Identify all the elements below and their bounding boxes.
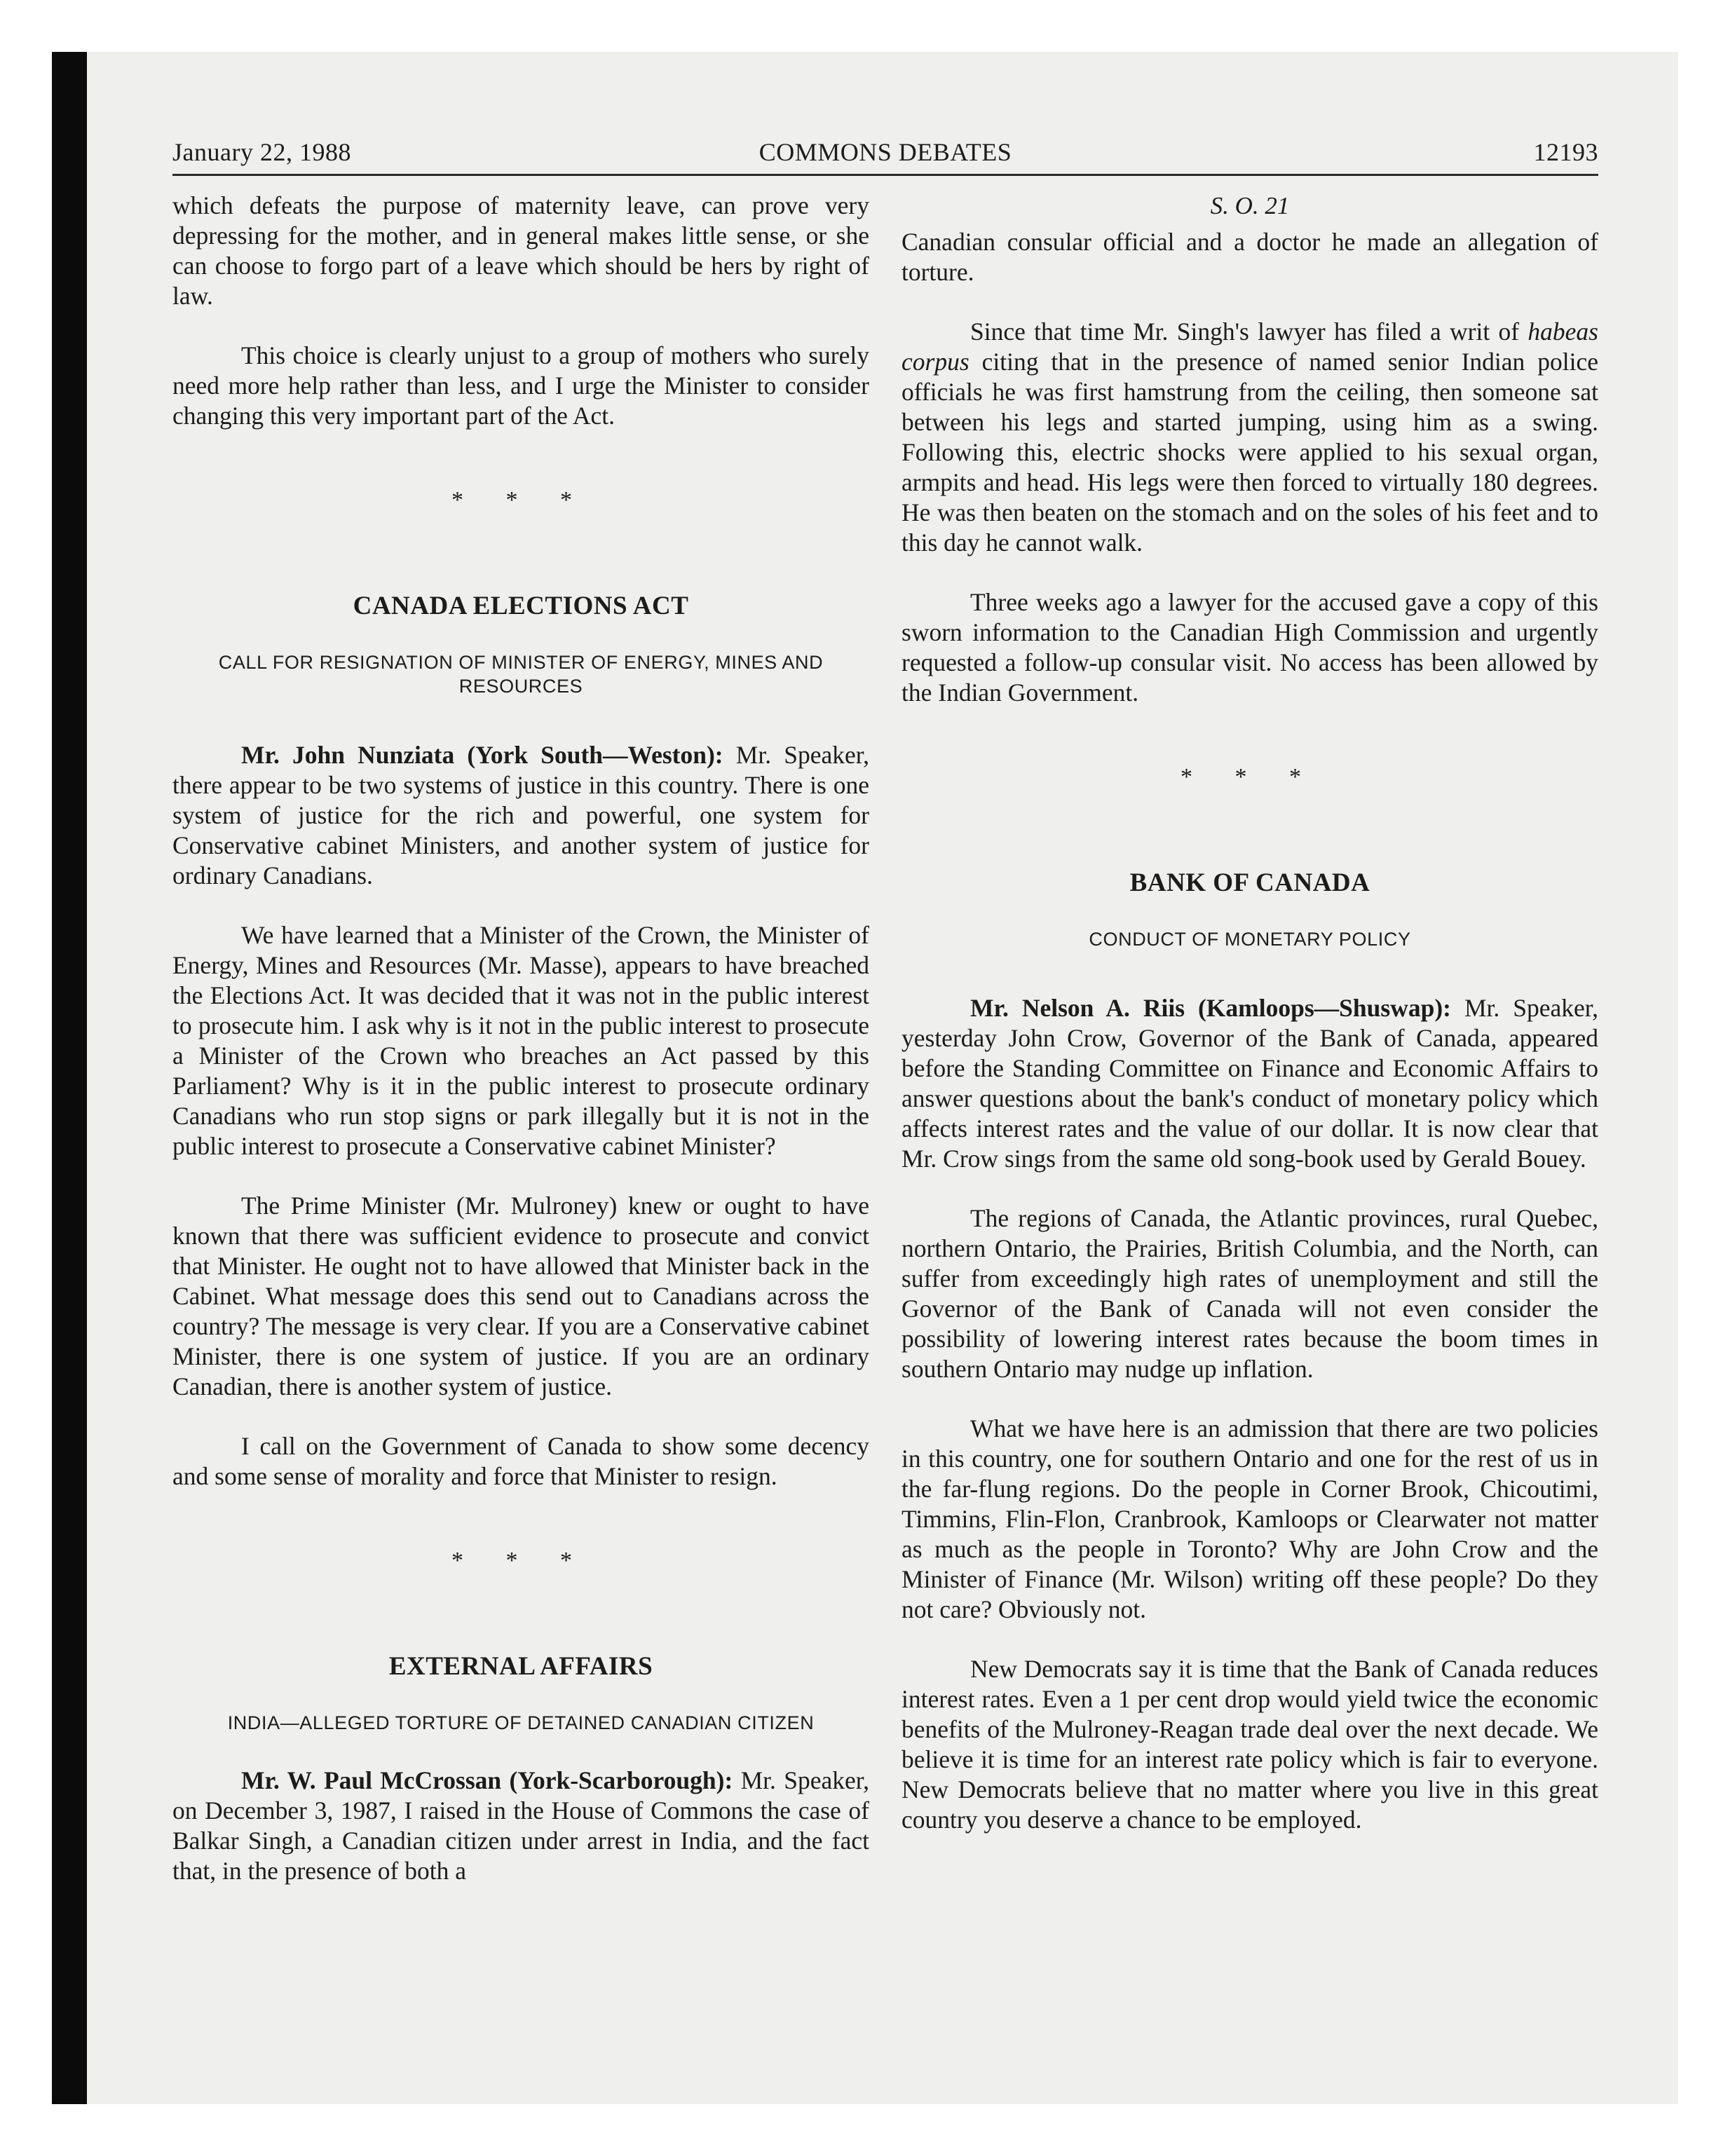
paragraph: The regions of Canada, the Atlantic provinces, rural Quebec, northern Ontario, the Prairies, British Columbia, and the North, can suffer from exceedingly high rates of unemployment and still the Governor of the Bank of Canada will not even consider the possibility of lowering interest rates because the boom times in southern Ontario may nudge up inflation. xyxy=(901,1204,1598,1383)
speech-paragraph xyxy=(901,993,1598,1174)
paragraph xyxy=(901,317,1598,558)
section-subtitle: CALL FOR RESIGNATION OF MINISTER OF ENERGY, MINES AND RESOURCES xyxy=(218,652,824,697)
paragraph: Three weeks ago a lawyer for the accused gave a copy of this sworn information to the Canadian High Commission and urgently requested a follow-up consular visit. No access has been allowed by the Indian Government. xyxy=(901,588,1598,707)
section-subtitle: INDIA—ALLEGED TORTURE OF DETAINED CANADIAN CITIZEN xyxy=(227,1712,815,1733)
section-title: BANK OF CANADA xyxy=(1129,868,1370,897)
paragraph: Canadian consular official and a doctor he made an allegation of torture. xyxy=(901,228,1598,286)
speech-paragraph xyxy=(172,740,869,891)
paragraph-text: Since that time Mr. Singh's lawyer has filed a writ of xyxy=(970,318,1528,346)
speech-text: Mr. Speaker, yesterday John Crow, Governor of the Bank of Canada, appeared before the Standing Committee on Finance and Economic Affairs to answer questions about the bank's conduct of monetary policy which affects interest rates and the value of our dollar. It is now clear that Mr. Crow sings from the same old song-book used by Gerald Bouey. xyxy=(901,994,1598,1173)
section-title: CANADA ELECTIONS ACT xyxy=(353,592,689,620)
section-subtitle: CONDUCT OF MONETARY POLICY xyxy=(1089,929,1411,950)
section-separator: * * * xyxy=(451,1548,590,1574)
section-title: EXTERNAL AFFAIRS xyxy=(388,1652,653,1681)
speaker-name: Mr. Nelson A. Riis (Kamloops—Shuswap): xyxy=(970,994,1451,1022)
binding-edge-shadow xyxy=(52,52,87,2104)
speech-text: Mr. Speaker, on December 3, 1987, I raised in the House of Commons the case of Balkar Singh, a Canadian citizen under arrest in India, and the fact that, in the presence of both a xyxy=(172,1766,869,1885)
speech-text: Mr. Speaker, there appear to be two systems of justice in this country. There is one system of justice for the rich and powerful, one system for Conservative cabinet Ministers, and another system of justice for ordinary Canadians. xyxy=(172,741,869,889)
paragraph: What we have here is an admission that there are two policies in this country, one for southern Ontario and one for the rest of us in the far-flung regions. Do the people in Corner Brook, Chicoutimi, Timmins, Flin-Flon, Cranbrook, Kamloops or Clearwater not matter as much as the people in Toronto? Why are John Crow and the Minister of Finance (Mr. Wilson) writing off these people? Do they not care? Obviously not. xyxy=(901,1414,1598,1623)
standing-order-marker: S. O. 21 xyxy=(1210,192,1290,219)
left-column xyxy=(172,191,869,1916)
speaker-name: Mr. W. Paul McCrossan (York-Scarborough): xyxy=(241,1766,733,1794)
paragraph: The Prime Minister (Mr. Mulroney) knew or ought to have known that there was sufficient evidence to prosecute and convict that Minister. He ought not to have allowed that Minister back in the Cabinet. What message does this send out to Canadians across the country? The message is very clear. If you are a Conservative cabinet Minister, there is one system of justice. If you are an ordinary Canadian, there is another system of justice. xyxy=(172,1192,869,1400)
section-separator: * * * xyxy=(451,487,590,513)
section-separator: * * * xyxy=(1181,764,1319,790)
paragraph: We have learned that a Minister of the Crown, the Minister of Energy, Mines and Resources (Mr. Masse), appears to have breached the Elections Act. It was decided that it was not in the public interest to prosecute him. I ask why is it not in the public interest to prosecute a Minister of the Crown who breaches an Act passed by this Parliament? Why is it in the public interest to prosecute ordinary Canadians who run stop signs or park illegally but it is not in the public interest to prosecute a Conservative cabinet Minister? xyxy=(172,921,869,1160)
speech-paragraph xyxy=(172,1766,869,1886)
italic-term: habeas corpus xyxy=(901,318,1598,376)
paragraph: New Democrats say it is time that the Bank of Canada reduces interest rates. Even a 1 per cent drop would yield twice the economic benefits of the Mulroney-Reagan trade deal over the next decade. We believe it is time for an interest rate policy which is fair to everyone. New Democrats believe that no matter where you live in this great country you deserve a chance to be employed. xyxy=(901,1655,1598,1834)
paragraph: I call on the Government of Canada to show some decency and some sense of morality and force that Minister to resign. xyxy=(172,1432,869,1490)
paragraph: which defeats the purpose of maternity leave, can prove very depressing for the mother, and in general makes little sense, or she can choose to forgo part of a leave which should be hers by right of law. xyxy=(172,191,869,310)
running-header xyxy=(172,137,1598,176)
header-publication: COMMONS DEBATES xyxy=(758,138,1012,166)
header-page-number: 12193 xyxy=(1533,138,1598,166)
paragraph-text: citing that in the presence of named senior Indian police officials he was first hamstrung from the ceiling, then someone sat between his legs and started jumping, using him as a swing. Following this, electric shocks were applied to his sexual organ, armpits and head. His legs were then forced to virtually 180 degrees. He was then beaten on the stomach and on the soles of his feet and to this day he cannot walk. xyxy=(901,348,1598,557)
speaker-name: Mr. John Nunziata (York South—Weston): xyxy=(241,741,723,769)
paragraph: This choice is clearly unjust to a group of mothers who surely need more help rather than less, and I urge the Minister to consider changing this very important part of the Act. xyxy=(172,341,869,430)
right-column xyxy=(901,191,1598,1864)
header-date: January 22, 1988 xyxy=(172,138,351,166)
document-page xyxy=(172,137,1598,2072)
